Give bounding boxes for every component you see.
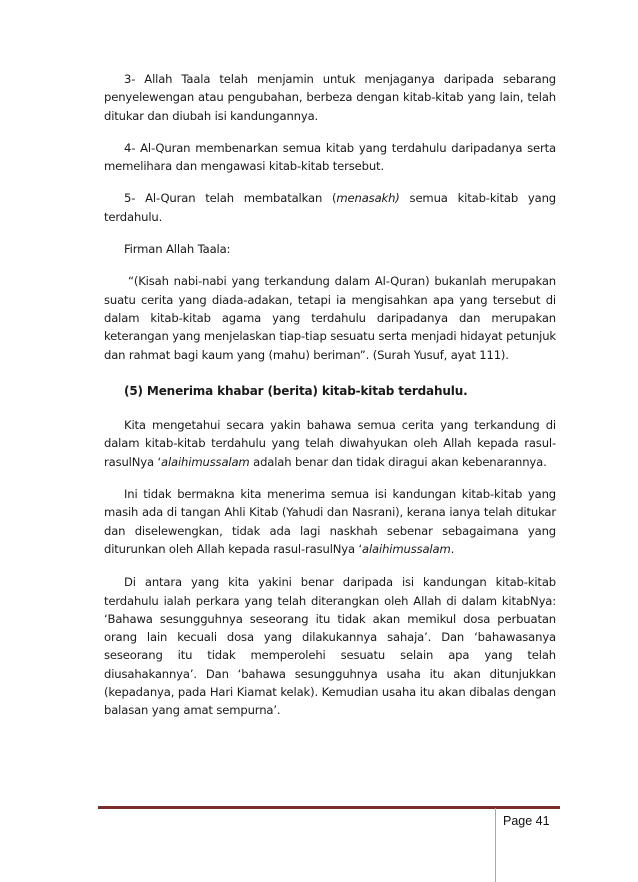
section-paragraph-2-text: Ini tidak bermakna kita menerima semua isi kandungan kitab-kitab yang masih ada di tangan Ahli Kitab (Yahudi dan Nasrani), kerana ianya telah ditukar dan diselewengkan, tidak ada lagi naskhah sebenar sebagaimana yang diturunkan oleh Allah kepada rasul-rasulNya ‘ [104,487,556,556]
quran-quote: “(Kisah nabi-nabi yang terkandung dalam Al-Quran) bukanlah merupakan suatu cerita yang diada-adakan, tetapi ia mengisahkan apa yang tersebut di dalam kitab-kitab agama yang terdahulu daripadanya dan merupakan keterangan yang menjelaskan tiap-tiap sesuatu serta menjadi hidayat petunjuk dan rahmat bagi kaum yang (mahu) beriman”. (Surah Yusuf, ayat 111). [104,274,556,362]
page-body [104,70,556,734]
section-paragraph-2 [104,485,556,558]
paragraph-point-3: 3- Allah Taala telah menjamin untuk menjaganya daripada sebarang penyelewengan atau pengubahan, berbeza dengan kitab-kitab yang lain, telah ditukar dan diubah isi kandungannya. [104,72,556,123]
italic-term-alaihimussalam-2: alaihimussalam [362,541,451,556]
footer-divider [495,808,496,882]
italic-term-menasakh: menasakh) [336,191,400,206]
footer-rule [98,806,560,809]
section-paragraph-1 [104,416,556,471]
section-heading: (5) Menerima khabar (berita) kitab-kitab terdahulu. [124,383,468,398]
paragraph-point-5 [104,189,556,226]
section-paragraph-3: Di antara yang kita yakini benar daripada isi kandungan kitab-kitab terdahulu ialah perkara yang telah diterangkan oleh Allah di dalam kitabNya: ‘Bahawa sesungguhnya seseorang itu tidak akan memikul dosa perbuatan orang lain kecuali dosa yang dilakukannya sahaja’. Dan ‘bahawasanya seseorang itu tidak memperolehi sesuatu selain apa yang telah diusahakannya’. Dan ‘bahawa sesungguhnya usaha itu akan ditunjukkan (kepadanya, pada Hari Kiamat kelak). Kemudian usaha itu akan dibalas dengan balasan yang amat sempurna’. [104,575,556,718]
paragraph-point-5-text: 5- Al-Quran telah membatalkan ( [124,191,337,206]
section-paragraph-1-text: Kita mengetahui secara yakin bahawa semua cerita yang terkandung di dalam kitab-kitab terdahulu yang telah diwahyukan oleh Allah kepada rasul-rasulNya ‘ [104,418,556,469]
section-paragraph-2-tail: . [450,541,455,556]
paragraph-point-4: 4- Al-Quran membenarkan semua kitab yang terdahulu daripadanya serta memelihara dan mengawasi kitab-kitab tersebut. [104,140,556,174]
firman-intro: Firman Allah Taala: [124,242,231,257]
page-number: Page 41 [503,814,550,828]
italic-term-alaihimussalam: alaihimussalam [161,454,250,469]
paragraph-point-5-tail: semua kitab-kitab yang terdahulu. [104,191,556,224]
section-paragraph-1-tail: adalah benar dan tidak diragui akan kebenarannya. [249,454,547,469]
